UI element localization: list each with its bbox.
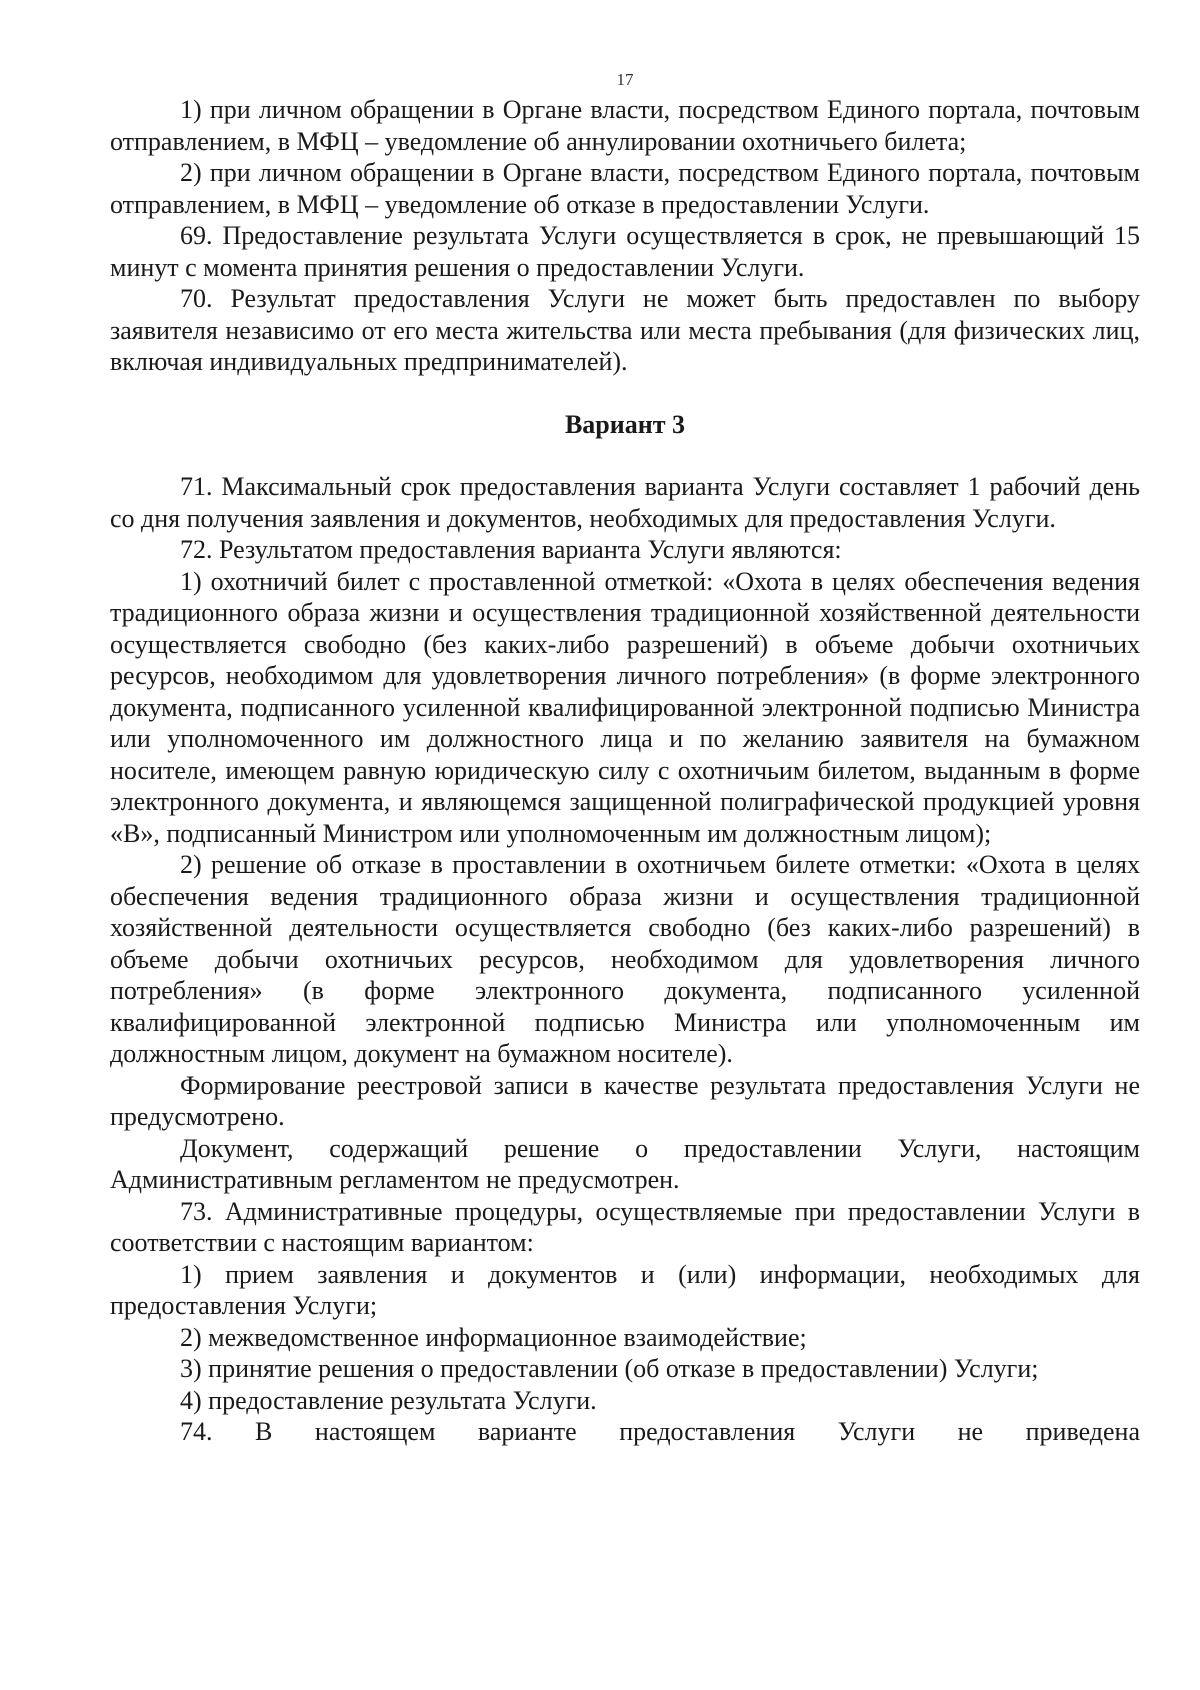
paragraph-70: 70. Результат предоставления Услуги не может быть предоставлен по выбору заявителя независимо от его места жительства или места пребывания (для физических лиц, включая индивидуальных предпринимателей).	[110, 284, 1140, 376]
paragraph-72-item-1: 1) охотничий билет с проставленной отметкой: «Охота в целях обеспечения ведения традиционного образа жизни и осуществления традиционной хозяйственной деятельности осуществляется свободно (без каких-либо разрешений) в объеме добычи охотничьих ресурсов, необходимом для удовлетворения личного потребления» (в форме электронного документа, подписанного усиленной квалифицированной электронной подписью Министра или уполномоченного им должностного лица и по желанию заявителя на бумажном носителе, имеющем равную юридическую силу с охотничьим билетом, выданным в форме электронного документа, и являющемся защищенной полиграфической продукцией уровня «В», подписанный Министром или уполномоченным им должностным лицом);	[110, 566, 1140, 848]
paragraph-73-item-4: 4) предоставление результата Услуги.	[180, 1385, 597, 1415]
paragraph-73-item-1: 1) прием заявления и документов и (или) информации, необходимых для предоставления Услуги;	[110, 1259, 1140, 1320]
paragraph-72: 72. Результатом предоставления варианта Услуги являются:	[180, 535, 842, 564]
paragraph-72-item-2: 2) решение об отказе в проставлении в охотничьем билете отметки: «Охота в целях обеспечения ведения традиционного образа жизни и осуществления традиционной хозяйственной деятельности осуществляется свободно (без каких-либо разрешений) в объеме добычи охотничьих ресурсов, необходимом для удовлетворения личного потребления» (в форме электронного документа, подписанного усиленной квалифицированной электронной подписью Министра или уполномоченным им должностным лицом, документ на бумажном носителе).	[110, 850, 1140, 1068]
paragraph-69: 69. Предоставление результата Услуги осуществляется в срок, не превышающий 15 минут с момента принятия решения о предоставлении Услуги.	[110, 221, 1140, 282]
section-heading-variant-3: Вариант 3	[564, 409, 686, 439]
page-number: 17	[616, 70, 634, 89]
paragraph-item-2-refusal: 2) при личном обращении в Органе власти, посредством Единого портала, почтовым отправлением, в МФЦ – уведомление об отказе в предоставлении Услуги.	[110, 158, 1140, 219]
paragraph-74: 74. В настоящем варианте предоставления Услуги не приведена	[180, 1417, 1140, 1446]
paragraph-item-1-annulment: 1) при личном обращении в Органе власти, посредством Единого портала, почтовым отправлением, в МФЦ – уведомление об аннулировании охотничьего билета;	[110, 95, 1140, 156]
paragraph-decision-document: Документ, содержащий решение о предоставлении Услуги, настоящим Административным регламентом не предусмотрен.	[110, 1133, 1140, 1194]
paragraph-73-item-3: 3) принятие решения о предоставлении (об отказе в предоставлении) Услуги;	[180, 1354, 1039, 1383]
paragraph-71: 71. Максимальный срок предоставления варианта Услуги составляет 1 рабочий день со дня получения заявления и документов, необходимых для предоставления Услуги.	[110, 472, 1140, 533]
paragraph-73: 73. Административные процедуры, осуществляемые при предоставлении Услуги в соответствии с настоящим вариантом:	[110, 1196, 1140, 1257]
paragraph-73-item-2: 2) межведомственное информационное взаимодействие;	[180, 1322, 807, 1352]
paragraph-registry-record: Формирование реестровой записи в качестве результата предоставления Услуги не предусмотрено.	[110, 1070, 1140, 1131]
